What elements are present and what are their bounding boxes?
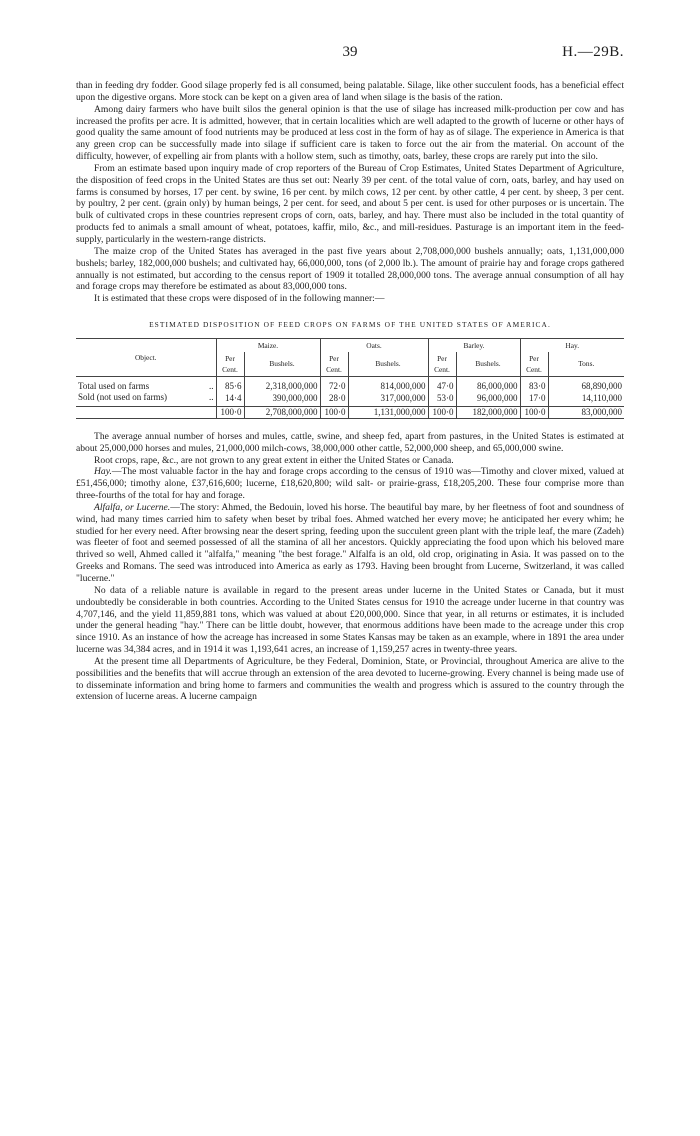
tons-header: Tons. [548, 352, 624, 377]
group-header-oats: Oats. [320, 338, 428, 352]
paragraph-lead: Alfalfa, or Lucerne. [94, 501, 171, 513]
page-number: 39 [342, 44, 358, 60]
table-cell: 814,000,000 [348, 376, 428, 392]
table-cell: 53·0 [428, 392, 456, 407]
table-cell: 390,000,000 [244, 392, 320, 407]
table-cell: 85·6 [216, 376, 244, 392]
total-cell: 182,000,000 [456, 406, 520, 418]
paragraph-text: —The story: Ahmed, the Bedouin, loved his horse. The beautiful bay mare, by her fleetness of foot and soundness of wind, had many times carried him to safety when beset by tribal foes. Ahmed watched her every move; he anticipated her every whim; he studied for her every need. After browsing near the desert spring, feeding upon the succulent green plant with the triple leaf, the mare (Zadeh) was fleeter of foot and seemed possessed of all the stamina of all her ancestors. Quickly appreciating the food upon which his beloved mare thrived so well, Ahmed called it "alfalfa," meaning "the best forage." Alfalfa is an old, old crop, originating in Asia. It was passed on to the Greeks and Romans. The seed was introduced into America as early as 1793. Having been brought from Lucerne, Switzerland, it was called "lucerne." [76, 501, 625, 584]
paragraph-text: —The most valuable factor in the hay and forage crops according to the census of 1910 was—Timothy and clover mixed, valued at £51,456,000; timothy alone, £37,616,600; lucerne, £18,620,800; wild salt- or prairie-grass, £18,205,200. These four comprise more than three-fourths of the total for hay and forage. [76, 466, 624, 502]
paragraph: than in feeding dry fodder. Good silage properly fed is all consumed, being palatable. Silage, like other succulent foods, has a beneficial effect upon the digestive organs. More stock can be kept on a given area of land when silage is the basis of the ration. [76, 80, 624, 103]
paragraph: No data of a reliable nature is available in regard to the present areas under lucerne in the United States or Canada, but it must undoubtedly be considerable in both countries. According to the United States census for 1910 the acreage under lucerne in that country was 4,707,146, and the yield 11,859,881 tons, which was valued at about £20,000,000. Since that year, in all returns or estimates, it is included under the general heading "hay." There can be little doubt, however, that enormous additions have been made to the acreage under this crop since 1910. As an instance of how the acreage has increased in some States Kansas may be taken as an example, where in 1891 the area under lucerne was 34,384 acres, and in 1914 it was 1,193,641 acres, an increase of 1,159,257 acres in twenty-three years. [76, 584, 624, 656]
row-label: Sold (not used on farms) [78, 391, 167, 402]
paragraph-lucerne [76, 502, 624, 585]
page-header [76, 44, 624, 64]
group-header-maize: Maize. [216, 338, 320, 352]
paragraph: It is estimated that these crops were disposed of in the following manner:— [94, 293, 385, 305]
paragraph: The maize crop of the United States has averaged in the past five years about 2,708,000,000 bushels annually; oats, 1,131,000,000 bushels; barley, 182,000,000 bushels; and cultivated hay, 66,000,000, tons (of 2,000 lb.). The amount of prairie hay and forage crops gathered annually is not estimated, but according to the census report of 1909 it totalled 28,000,000 tons. The average annual consumption of all hay and forage crops may therefore be estimated as about 83,000,000 tons. [76, 245, 624, 293]
table-cell: 317,000,000 [348, 392, 428, 407]
group-header-barley: Barley. [428, 338, 520, 352]
per-cent-header: Per Cent. [216, 352, 244, 377]
total-cell: 100·0 [520, 406, 548, 418]
table-cell: 72·0 [320, 376, 348, 392]
per-cent-header: Per Cent. [428, 352, 456, 377]
table-cell: 47·0 [428, 376, 456, 392]
total-cell: 83,000,000 [548, 406, 624, 418]
paragraph: Among dairy farmers who have built silos the general opinion is that the use of silage has increased milk-production per cow and has increased the profits per acre. It is admitted, however, that in certain localities which are well adapted to the growth of lucerne or other hays of good quality the same amount of food nutrients may be produced at less cost in the form of hay as of silage. The experience in America is that any green crop can be successfully made into silage if sufficient care is taken to force out the air from the material. On account of the difficulty, however, of expelling air from plants with a hollow stem, such as timothy, oats, barley, these crops are rarely put into the silo. [76, 103, 624, 163]
table-totals-row [76, 406, 624, 418]
total-cell: 100·0 [216, 406, 244, 418]
table-cell: 68,890,000 [548, 376, 624, 392]
leader-dots: .. [209, 391, 214, 402]
table-cell: 83·0 [520, 376, 548, 392]
table-row [76, 376, 624, 392]
object-column-header: Object. [76, 338, 216, 376]
document-page [76, 44, 624, 703]
table-cell: 14,110,000 [548, 392, 624, 407]
total-cell: 2,708,000,000 [244, 406, 320, 418]
paragraph-hay [76, 466, 624, 502]
paragraph: At the present time all Departments of Agriculture, be they Federal, Dominion, State, or Provincial, throughout America are alive to the possibilities and the benefits that will accrue through an extension of the area devoted to lucerne-growing. Every channel is being made use of to disseminate information and bring home to farmers and communities the wealth and progress which is assured to the country through the extension of lucerne areas. A lucerne campaign [76, 655, 624, 703]
body-text [76, 80, 624, 703]
table-title: ESTIMATED DISPOSITION OF FEED CROPS ON FARMS OF THE UNITED STATES OF AMERICA. [149, 320, 551, 330]
bushels-header: Bushels. [348, 352, 428, 377]
total-cell: 100·0 [320, 406, 348, 418]
paragraph: The average annual number of horses and mules, cattle, swine, and sheep fed, apart from pastures, in the United States is estimated at about 25,000,000 horses and mules, 21,000,000 milch-cows, 38,000,000 other cattle, 52,000,000 sheep, and 65,000,000 swine. [76, 430, 624, 454]
bushels-header: Bushels. [244, 352, 320, 377]
per-cent-header: Per Cent. [320, 352, 348, 377]
table-cell: 28·0 [320, 392, 348, 407]
table-cell: 17·0 [520, 392, 548, 407]
total-cell: 100·0 [428, 406, 456, 418]
document-reference: H.—29B. [562, 44, 624, 60]
bushels-header: Bushels. [456, 352, 520, 377]
table-cell: 14·4 [216, 392, 244, 407]
row-label: Total used on farms [78, 380, 150, 391]
table-row [76, 392, 624, 407]
table-cell: 2,318,000,000 [244, 376, 320, 392]
table-cell: 86,000,000 [456, 376, 520, 392]
paragraph: Root crops, rape, &c., are not grown to any great extent in either the United States or Canada. [94, 454, 454, 466]
per-cent-header: Per Cent. [520, 352, 548, 377]
paragraph-lead: Hay. [94, 466, 112, 478]
feed-crops-table [76, 338, 624, 419]
total-cell: 1,131,000,000 [348, 406, 428, 418]
table-cell: 96,000,000 [456, 392, 520, 407]
leader-dots: .. [209, 380, 214, 391]
group-header-hay: Hay. [520, 338, 624, 352]
paragraph: From an estimate based upon inquiry made of crop reporters of the Bureau of Crop Estimates, United States Department of Agriculture, the disposition of feed crops in the United States are thus set out: Nearly 39 per cent. of the total value of corn, oats, barley, and hay used on farms is consumed by horses, 17 per cent. by swine, 16 per cent. by milch cows, 12 per cent. by other cattle, 4 per cent. by sheep, 3 per cent. by poultry, 2 per cent. (grain only) by human beings, 2 per cent. for seed, and about 5 per cent. is used for other purposes or is uncertain. The bulk of cultivated crops in these countries represent crops of corn, oats, barley, and hay. There must also be included in the total quantity of products fed to animals a small amount of wheat, potatoes, kaffir, milo, &c., and mill-residues. Pasturage is an important item in the feed-supply, particularly in the western-range districts. [76, 162, 624, 245]
